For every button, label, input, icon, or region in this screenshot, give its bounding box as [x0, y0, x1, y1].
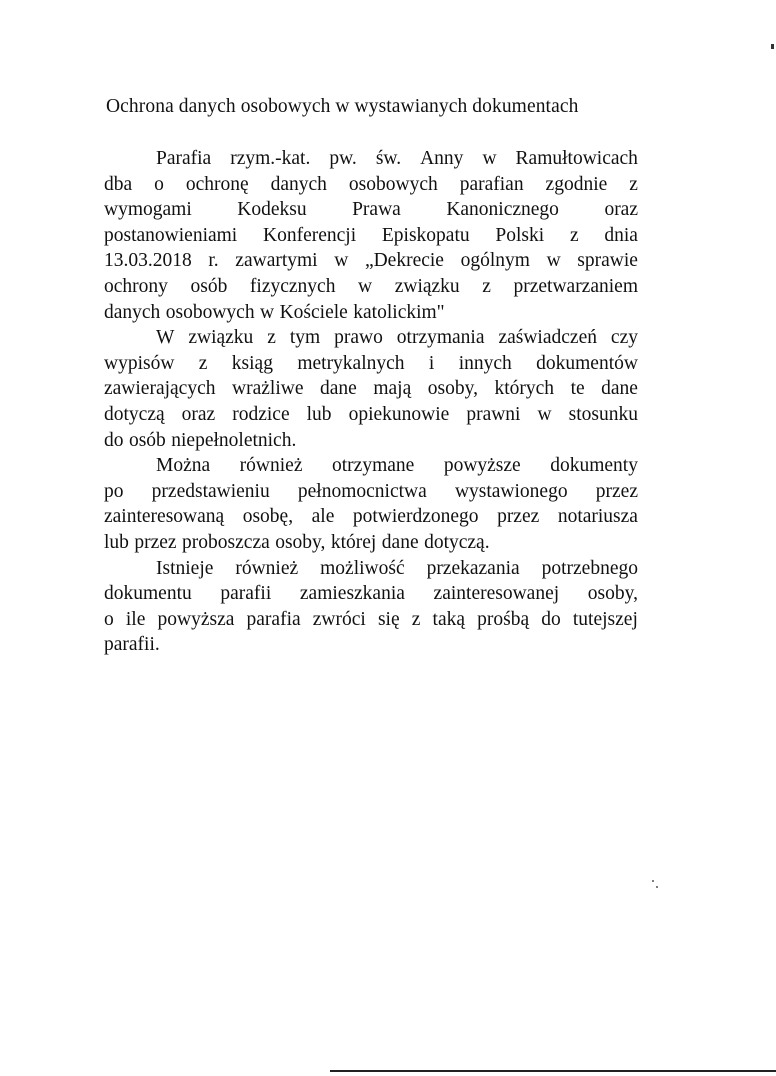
paragraph [104, 453, 638, 555]
document-title: Ochrona danych osobowych w wystawianych dokumentach [106, 96, 579, 117]
text-line: zawierających wrażliwe dane mają osoby, których te dane [104, 378, 638, 400]
text-line: postanowieniami Konferencji Episkopatu Polski z dnia [104, 224, 638, 246]
text-line: lub przez proboszcza osoby, której dane dotyczą. [104, 531, 490, 553]
paragraph [104, 146, 638, 325]
text-line: wypisów z ksiąg metrykalnych i innych dokumentów [104, 352, 638, 374]
text-line: zainteresowaną osobę, ale potwierdzonego przez notariusza [104, 506, 638, 528]
paragraph [104, 556, 638, 658]
scan-speck [652, 880, 654, 882]
scan-edge-mark [771, 44, 774, 49]
text-line: wymogami Kodeksu Prawa Kanonicznego oraz [104, 199, 638, 221]
text-line: W związku z tym prawo otrzymania zaświadczeń czy [156, 327, 638, 349]
text-line: Istnieje również możliwość przekazania potrzebnego [156, 557, 638, 579]
document-body [104, 146, 638, 658]
text-line: dotyczą oraz rodzice lub opiekunowie prawni w stosunku [104, 403, 638, 425]
text-line: do osób niepełnoletnich. [104, 429, 297, 451]
text-line: 13.03.2018 r. zawartymi w „Dekrecie ogólnym w sprawie [104, 250, 638, 272]
text-line: po przedstawieniu pełnomocnictwa wystawionego przez [104, 480, 638, 502]
scan-bottom-edge [330, 1070, 776, 1072]
text-line: danych osobowych w Kościele katolickim" [104, 301, 445, 323]
text-line: dokumentu parafii zamieszkania zainteresowanej osoby, [104, 583, 638, 605]
text-line: Można również otrzymane powyższe dokumenty [156, 455, 638, 477]
text-line: o ile powyższa parafia zwróci się z taką prośbą do tutejszej [104, 608, 638, 630]
paragraph [104, 325, 638, 453]
text-line: dba o ochronę danych osobowych parafian zgodnie z [104, 173, 638, 195]
text-line: Parafia rzym.-kat. pw. św. Anny w Ramułtowicach [156, 148, 638, 169]
scan-speck [656, 886, 658, 888]
text-line: parafii. [104, 634, 160, 656]
text-line: ochrony osób fizycznych w związku z przetwarzaniem [104, 275, 638, 297]
